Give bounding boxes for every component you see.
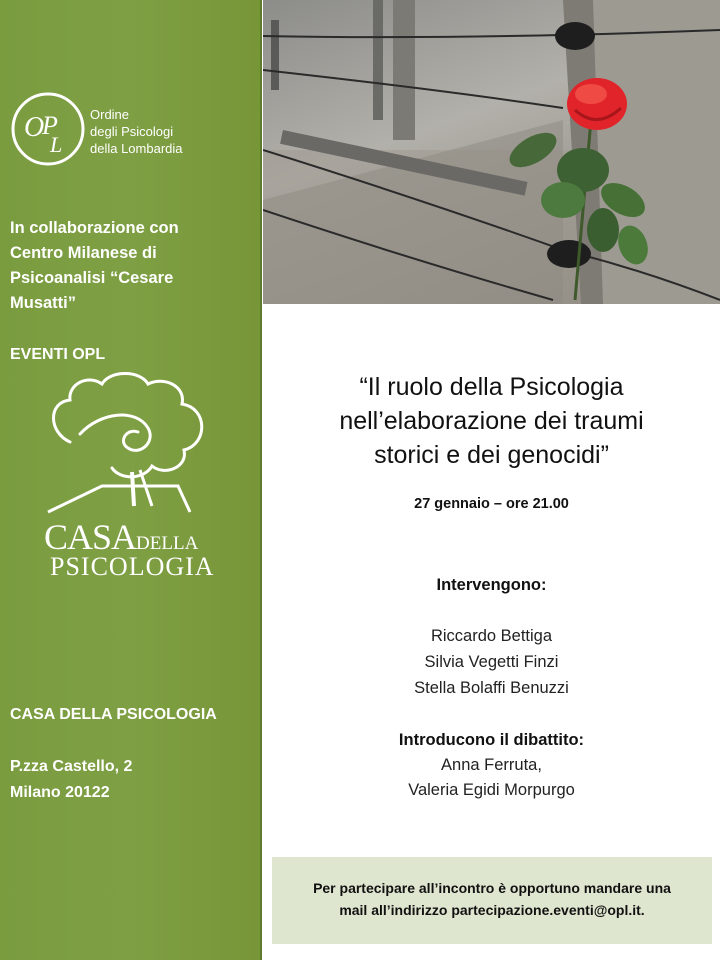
title-line: storici e dei genocidi” bbox=[374, 441, 609, 469]
collaboration-text bbox=[10, 216, 250, 316]
intro-name: Anna Ferruta, bbox=[441, 756, 542, 774]
speakers-heading: Intervengono: bbox=[436, 576, 547, 594]
sidebar bbox=[0, 0, 262, 960]
collab-line: In collaborazione con bbox=[10, 219, 179, 237]
collab-line: Centro Milanese di bbox=[10, 244, 157, 262]
event-title bbox=[263, 370, 720, 472]
casa-word: CASA bbox=[44, 517, 137, 557]
org-line: degli Psicologi bbox=[90, 124, 174, 139]
title-line: “Il ruolo della Psicologia bbox=[359, 373, 624, 401]
house-tree-logo-icon bbox=[40, 372, 220, 522]
org-line: Ordine bbox=[90, 107, 130, 122]
event-date: 27 gennaio – ore 21.00 bbox=[414, 496, 569, 512]
eventi-label: EVENTI OPL bbox=[10, 346, 106, 363]
note-line: mail all’indirizzo partecipazione.eventi@opl.it. bbox=[339, 902, 645, 918]
note-line: Per partecipare all’incontro è opportuno mandare una bbox=[313, 880, 671, 896]
speaker-name: Riccardo Bettiga bbox=[430, 627, 553, 645]
venue-name: CASA DELLA PSICOLOGIA bbox=[10, 706, 217, 723]
address-street: P.zza Castello, 2 bbox=[10, 758, 133, 775]
speaker-name: Stella Bolaffi Benuzzi bbox=[414, 679, 569, 697]
header-photo bbox=[263, 0, 720, 304]
title-line: nell’elaborazione dei traumi bbox=[339, 407, 644, 435]
intro-heading: Introducono il dibattito: bbox=[398, 731, 585, 749]
collab-line: Psicoanalisi “Cesare bbox=[10, 269, 174, 287]
barbed-wire-rose-image bbox=[263, 0, 720, 304]
opl-logo-icon bbox=[10, 90, 88, 168]
svg-text:O: O bbox=[24, 112, 45, 143]
svg-text:P: P bbox=[42, 111, 58, 140]
psicologia-word: PSICOLOGIA bbox=[50, 552, 215, 581]
della-word: DELLA bbox=[136, 533, 199, 554]
org-name bbox=[90, 106, 183, 157]
participation-note bbox=[272, 857, 712, 944]
org-line: della Lombardia bbox=[90, 141, 183, 156]
speaker-name: Silvia Vegetti Finzi bbox=[424, 653, 559, 671]
svg-text:L: L bbox=[50, 132, 63, 157]
intro-name: Valeria Egidi Morpurgo bbox=[408, 781, 575, 799]
collab-line: Musatti” bbox=[10, 294, 76, 312]
address-city: Milano 20122 bbox=[10, 784, 110, 801]
